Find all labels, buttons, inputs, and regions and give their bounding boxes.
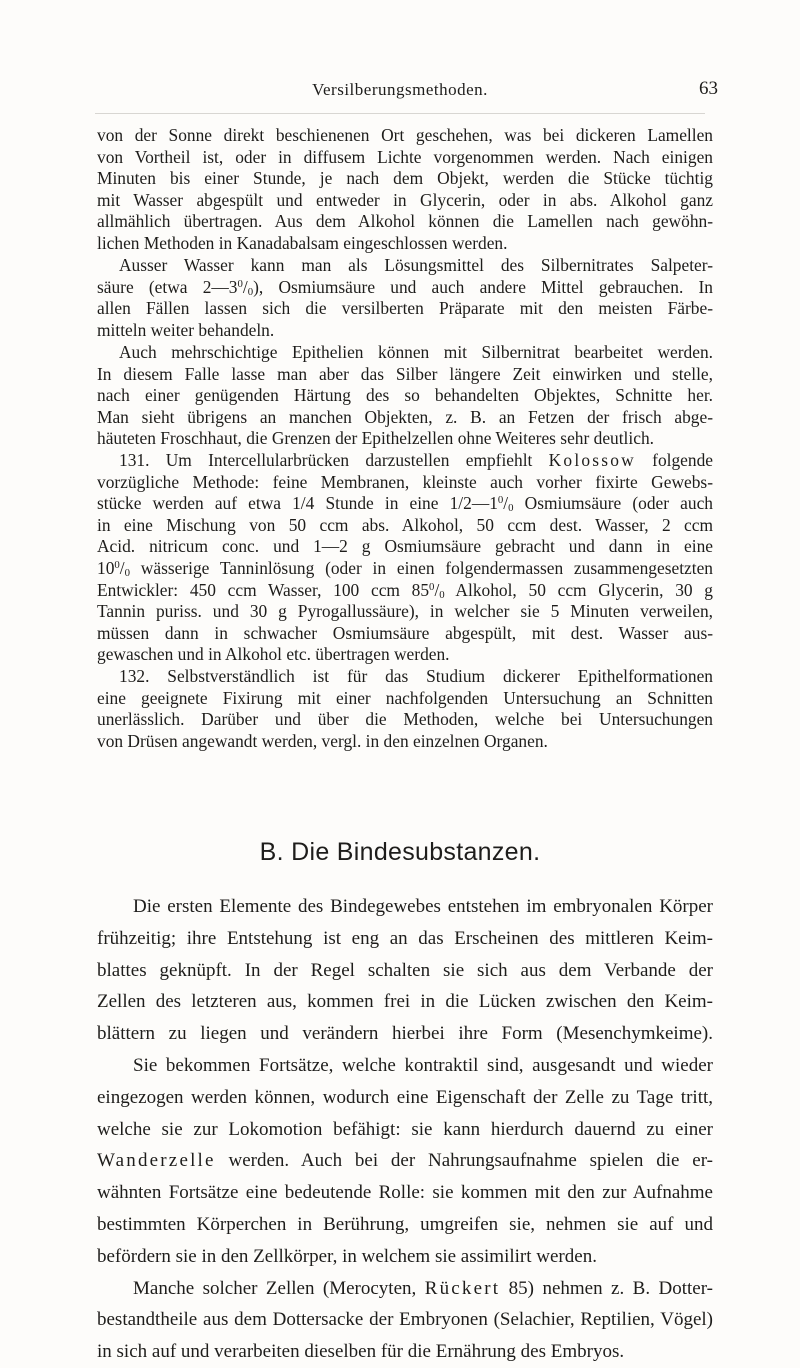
text-line: bestimmten Körperchen in Berührung, umgreifen sie, nehmen sie auf und [97, 1213, 713, 1235]
text-line: Man sieht übrigens an manchen Objekten, z. B. an Fetzen der frisch abge- [97, 406, 713, 427]
text-line: wähnten Fortsätze eine bedeutende Rolle: sie kommen mit den zur Aufnahme [97, 1182, 713, 1204]
text-line: von der Sonne direkt beschienenen Ort geschehen, was bei dickeren Lamellen [97, 125, 713, 145]
text-line: eingezogen werden können, wodurch eine Eigenschaft der Zelle zu Tage tritt, [97, 1086, 713, 1108]
text-line: vorzügliche Methode: feine Membranen, kleinste auch vorher fixirte Gewebs- [97, 471, 713, 492]
section-heading: B. Die Bindesubstanzen. [259, 838, 541, 866]
paragraph-connective-tissue [97, 891, 713, 1368]
text-line: Sie bekommen Fortsätze, welche kontraktil sind, ausgesandt und wieder [133, 1054, 713, 1076]
text-line: 131. Um Intercellularbrücken darzustellen empfiehlt Kolossow folgende [119, 450, 713, 470]
text-line: mit Wasser abgespült und entweder in Glycerin, oder in abs. Alkohol ganz [97, 189, 713, 210]
text-line: mitteln weiter behandeln. [97, 319, 275, 340]
text-line: Zellen des letzteren aus, kommen frei in die Lücken zwischen den Keim- [97, 991, 713, 1013]
fraction: 1/4 [292, 493, 315, 514]
text-line: Ausser Wasser kann man als Lösungsmittel des Silbernitrates Salpeter- [119, 255, 713, 275]
author-name: Rückert [424, 1277, 501, 1299]
text-line: nach einer genügenden Härtung des so behandelten Objektes, Schnitte her. [97, 385, 713, 406]
text-line: Acid. nitricum conc. und 1—2 g Osmiumsäure gebracht und dann in eine [97, 536, 713, 557]
text-line: säure (etwa $2—3^0/_0$), Osmiumsäure und auch andere Mittel gebrauchen. In [97, 276, 713, 298]
text-line: bestandtheile aus dem Dottersacke der Embryonen (Selachier, Reptilien, Vögel) [97, 1309, 713, 1331]
paragraph-131-intercellular-bridges [97, 450, 713, 666]
text-line: unerlässlich. Darüber und über die Methoden, welche bei Untersuchungen [97, 709, 713, 730]
text-line: Entwickler: 450 ccm Wasser, 100 ccm $85^0/_0$ Alkohol, 50 ccm Glycerin, 30 g [97, 579, 713, 601]
text-line: Minuten bis einer Stunde, je nach dem Objekt, werden die Stücke tüchtig [97, 168, 713, 189]
header-rule [95, 113, 705, 114]
text-line: blattes geknüpft. In der Regel schalten sie sich aus dem Verbande der [97, 959, 713, 981]
paragraph-solvents [97, 255, 713, 341]
text-line: eine geeignete Fixirung mit einer nachfolgenden Untersuchung an Schnitten [97, 687, 713, 708]
text-line: von Vortheil ist, oder in diffusem Lichte vorgenommen werden. Nach einigen [97, 146, 713, 167]
running-title: Versilberungsmethoden. [312, 80, 488, 99]
text-line: von Drüsen angewandt werden, vergl. in den einzelnen Organen. [97, 730, 548, 751]
text-line: stücke werden auf etwa 1/4 Stunde in eine $1/2—1^0/_0$ Osmiumsäure (oder auch [97, 493, 713, 515]
text-line: frühzeitig; ihre Entstehung ist eng an das Erscheinen des mittleren Keim- [97, 927, 713, 949]
text-line: 132. Selbstverständlich ist für das Studium dickerer Epithelformationen [119, 666, 713, 686]
text-line: häuteten Froschhaut, die Grenzen der Epithelzellen ohne Weiteres sehr deutlich. [97, 428, 654, 449]
author-name: Kolossow [548, 450, 636, 470]
fraction: 1/2 [449, 493, 472, 514]
text-line: In diesem Falle lasse man aber das Silber längere Zeit einwirken und stelle, [97, 363, 713, 384]
text-line: Auch mehrschichtige Epithelien können mit Silbernitrat bearbeitet werden. [119, 342, 713, 362]
text-line: allmählich übertragen. Aus dem Alkohol können die Lamellen nach gewöhn- [97, 211, 713, 232]
text-line: welche sie zur Lokomotion befähigt: sie kann hierdurch dauernd zu einer [97, 1118, 713, 1140]
text-line: Tannin puriss. und 30 g Pyrogallussäure), in welcher sie 5 Minuten verweilen, [97, 601, 713, 622]
paragraph-stratified-epithelia [97, 342, 713, 450]
text-line: Manche solcher Zellen (Merocyten, Rückert 85) nehmen z. B. Dotter- [133, 1277, 713, 1299]
text-line: befördern sie in den Zellkörper, in welchem sie assimilirt werden. [97, 1245, 597, 1267]
page-number: 63 [699, 78, 718, 99]
text-line: Wanderzelle werden. Auch bei der Nahrungsaufnahme spielen die er- [97, 1150, 713, 1172]
emphasized-term: Wanderzelle [97, 1150, 216, 1172]
running-head [0, 78, 800, 104]
text-line: müssen dann in schwacher Osmiumsäure abgespült, mit dest. Wasser aus- [97, 622, 713, 643]
text-line: in eine Mischung von 50 ccm abs. Alkohol, 50 ccm dest. Wasser, 2 ccm [97, 514, 713, 535]
text-line: gewaschen und in Alkohol etc. übertragen werden. [97, 644, 450, 665]
text-line: allen Fällen lassen sich die versilberten Präparate mit den meisten Färbe- [97, 298, 713, 319]
paragraph-silver-exposure [97, 125, 713, 255]
text-line: lichen Methoden in Kanadabalsam eingeschlossen werden. [97, 232, 508, 253]
text-line: Die ersten Elemente des Bindegewebes entstehen im embryonalen Körper [133, 896, 713, 917]
paragraph-132-fixation [97, 666, 713, 752]
text-line: blättern zu liegen und verändern hierbei ihre Form (Mesenchymkeime). [97, 1023, 713, 1045]
text-line: in sich auf und verarbeiten dieselben für die Ernährung des Embryos. [97, 1341, 625, 1363]
text-line: $10^0/_0$ wässerige Tanninlösung (oder in einen folgendermassen zusammengesetzten [97, 557, 713, 580]
